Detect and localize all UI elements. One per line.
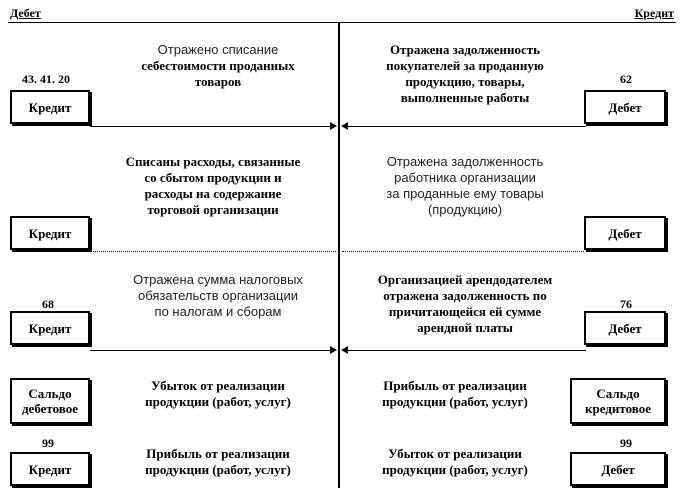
center-divider [338,22,340,488]
final-right-text: Убыток от реализации продукции (работ, услуг) [382,446,528,477]
final-credit-box: Кредит [10,452,90,486]
row1-left-text: Отражено списание себестоимости проданных товаров [141,42,295,89]
row3-right-account: 76 [620,297,632,311]
row3-left-arrowhead [341,346,348,354]
row1-left-arrow-line [90,126,330,127]
row1-right-account: 62 [620,72,632,86]
row3-right-arrow-line [348,350,586,351]
final-right-account: 99 [620,436,632,450]
row1-right-arrowhead [330,122,337,130]
final-debit-box: Дебет [570,452,666,486]
row2-left-dotted-line [90,251,336,252]
row3-right-arrowhead [330,346,337,354]
saldo-right-text: Прибыль от реализации продукции (работ, услуг) [382,378,528,409]
header-underline [8,22,676,23]
row2-right-dotted-line [342,251,584,252]
row3-left-account: 68 [42,297,54,311]
row2-credit-box: Кредит [10,216,90,250]
row2-right-text: Отражена задолженность работника организации за проданные ему товары (продукцию) [386,154,544,217]
row3-debit-box: Дебет [584,311,666,345]
saldo-left-text: Убыток от реализации продукции (работ, услуг) [145,378,291,409]
row3-right-text: Организацией арендодателем отражена задолженность по причитающейся ей сумме арендной платы [377,272,553,335]
row1-right-text: Отражена задолженность покупателей за проданную продукцию, товары, выполненные работы [386,42,544,105]
row3-credit-box: Кредит [10,311,90,345]
row2-debit-box: Дебет [584,216,666,250]
header-debit-label: Дебет [10,6,41,20]
row1-credit-box: Кредит [10,90,90,124]
row1-left-account: 43. 41. 20 [22,72,70,86]
saldo-credit-box: Сальдо кредитовое [570,378,666,424]
row3-left-arrow-line [90,350,330,351]
final-left-account: 99 [42,436,54,450]
row3-left-text: Отражена сумма налоговых обязательств организации по налогам и сборам [133,272,303,319]
row1-right-arrow-line [348,126,586,127]
row1-debit-box: Дебет [584,90,666,124]
saldo-debit-box: Сальдо дебетовое [10,378,90,424]
header-credit-label: Кредит [634,6,674,20]
row2-left-text: Списаны расходы, связанные со сбытом продукции и расходы на содержание торговой организации [125,154,301,217]
row1-left-arrowhead [341,122,348,130]
final-left-text: Прибыль от реализации продукции (работ, услуг) [145,446,291,477]
